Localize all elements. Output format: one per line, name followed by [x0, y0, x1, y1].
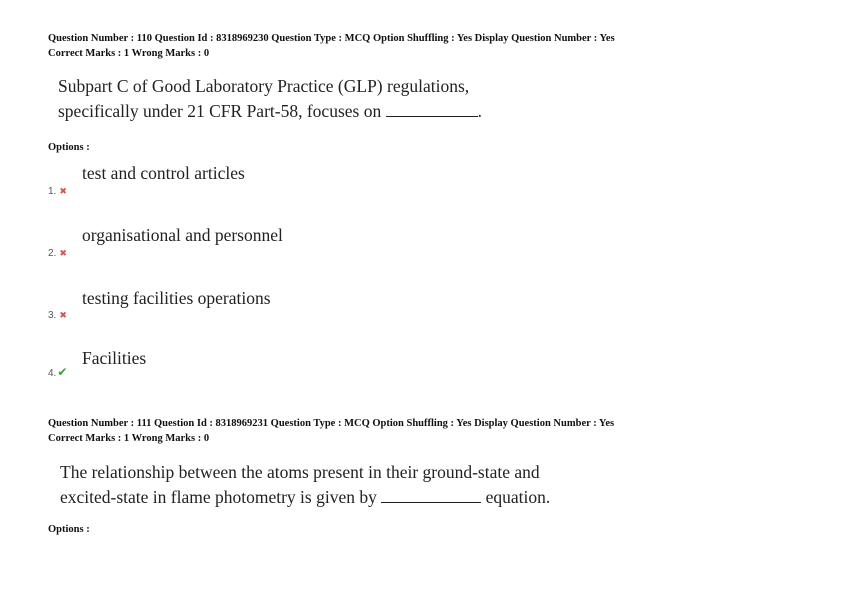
cross-icon: ✖: [59, 310, 67, 320]
question-111-text-line1: The relationship between the atoms present in their ground-state and: [60, 462, 540, 482]
question-111-text-line2: excited-state in flame photometry is given by: [60, 487, 377, 507]
question-111-text: [60, 460, 550, 510]
option-3-num-label: 3.: [48, 310, 57, 321]
option-4-num-label: 4.: [48, 368, 57, 379]
question-110-marks: Correct Marks : 1 Wrong Marks : 0: [48, 48, 210, 59]
cross-icon: ✖: [59, 186, 67, 196]
question-110-meta: [48, 31, 615, 61]
question-111-blank: [381, 501, 481, 503]
question-110-text-line1: Subpart C of Good Laboratory Practice (GLP) regulations,: [58, 76, 470, 96]
checkmark-icon: ✔: [57, 365, 68, 379]
option-1-num-label: 1.: [48, 186, 57, 197]
question-110-text-end: .: [477, 101, 482, 121]
cross-icon: ✖: [59, 248, 67, 258]
question-110-text-line2: specifically under 21 CFR Part-58, focuses on: [58, 101, 382, 121]
question-111-text-end: equation.: [485, 487, 551, 507]
option-1-number: [48, 186, 67, 197]
option-2-text: organisational and personnel: [82, 225, 283, 245]
option-2-number: [48, 248, 67, 259]
option-4-number: [48, 365, 67, 379]
question-110-meta-line1: Question Number : 110 Question Id : 8318969230 Question Type : MCQ Option Shuffling : Yes Display Question Number : Yes: [48, 33, 615, 44]
question-110-text: [58, 74, 482, 124]
option-1-text: test and control articles: [82, 163, 245, 183]
question-111-options-label: Options :: [48, 524, 90, 535]
option-2-num-label: 2.: [48, 248, 57, 259]
question-111-marks: Correct Marks : 1 Wrong Marks : 0: [48, 433, 210, 444]
question-110-options-label: Options :: [48, 142, 90, 153]
question-111-meta-line1: Question Number : 111 Question Id : 8318969231 Question Type : MCQ Option Shuffling : Yes Display Question Number : Yes: [48, 418, 615, 429]
option-3-number: [48, 310, 67, 321]
option-4-text: Facilities: [82, 348, 147, 368]
question-110-blank: [386, 115, 478, 117]
question-111-meta: [48, 416, 614, 446]
option-3-text: testing facilities operations: [82, 288, 271, 308]
